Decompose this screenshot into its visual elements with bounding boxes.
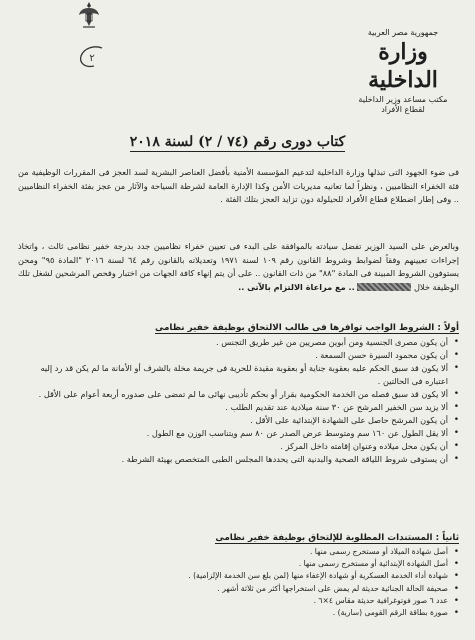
ministry-block [343,28,463,115]
letterhead [0,0,475,114]
list-item: • صورة بطاقة الرقم القومى (سارية) . [18,607,459,619]
document-title [0,134,475,150]
eagle-emblem-icon [78,0,100,30]
title-number: ٧٤ / ٢ [204,134,243,150]
handwritten-mark-text: ٢ [89,53,95,64]
republic-line: جمهورية مصر العربية [367,28,439,37]
list-item: • أن يكون مصرى الجنسية ومن أبوين مصريين من غير طريق التجنس . [18,336,459,349]
list-item: • ألا يكون قد سبق الحكم عليه بعقوبة جناية أو بعقوبة مقيدة للحرية فى جريمة مخلة بالشرف أو الأمانة ما لم يكن قد رد إليه اعتباره فى الحالتين . [18,362,459,388]
documents-list [18,546,459,619]
office-line: مكتب مساعد وزير الداخلية [358,95,448,104]
approval-closing: .. مع مراعاة الالتزام بالآتى .. [238,281,355,292]
section1-heading [18,322,459,335]
section2-heading [18,532,459,545]
intro-paragraph [18,166,459,207]
list-item: • ألا يكون قد سبق فصله من الخدمة الحكومية بقرار أو بحكم تأديبى نهائى ما لم تمضى على صدوره أربعة أعوام على الأقل . [18,388,459,401]
list-item: • أن يستوفى شروط اللياقة الصحية والبدنية التى يحددها المجلس الطبى المتخصص بهيئة الشرطة . [18,453,459,466]
title-underline [130,134,345,152]
list-item: • أن يكون محمود السيرة حسن السمعة . [18,349,459,362]
list-item: • أصل شهادة الميلاد أو مستخرج رسمى منها . [18,546,459,558]
approval-paragraph [18,240,459,294]
intro-text: فى ضوء الجهود التى تبذلها وزارة الداخلية لتدعيم المؤسسة الأمنية بأفضل العناصر البشرية لسد العجز فى المقررات الوظيفية من فئة الخفراء النظاميين ، ونظراً لما تعانيه مديريات الأمن وكذا الإدارة العامة لشرطة السياحة والآثار من عجز بفئة الخفراء النظاميين .. وفى إطار اضطلاع قطاع الأفراد للحيلولة دون تزايد العجز بتلك الفئة . [18,167,459,204]
section2-heading-text: ثانياً : المستندات المطلوبة للإلتحاق بوظيفة خفير نظامى [215,533,459,543]
handwritten-mark [76,42,108,72]
list-item: • أن يكون محل ميلاده وعنوان إقامته داخل المركز . [18,440,459,453]
list-item: • أصل الشهادة الإبتدائية أو مستخرج رسمى منها . [18,558,459,570]
ministry-name: وزارة الداخلية [368,39,438,93]
list-item: • صحيفة الحالة الجنائية حديثة لم يمض على استخراجها أكثر من ثلاثة أشهر . [18,583,459,595]
list-item: • عدد ٦ صور فوتوغرافية حديثة مقاس ٤×٦ . [18,595,459,607]
redacted-text [357,283,411,291]
list-item: • ألا يزيد سن الخفير المرشح عن ٣٠ سنة ميلادية عند تقديم الطلب . [18,401,459,414]
title-suffix: ) لسنة ٢٠١٨ [129,134,205,150]
approval-text: وبالعرض على السيد الوزير تفضل سيادته بالموافقة على البدء فى تعيين خفراء نظاميين جدد بدرجة خفير نظامى ثالث ، واتخاذ إجراءات تعيينهم وفقاً لضوابط وشروط القانون رقم ١٠٩ لسنة ١٩٧١ وتعديلاته بالقانون رقم ٦٤ لسنة ٢٠١٦ "المادة ٩٥" ومحن يستوفون الشروط المبينة فى المادة "٨٨" من ذات القانون .. على أن يتم إنهاء كافة الجهات من اختبار وفحص المرشحين لشغل تلك الوظيفة خلال [18,241,460,292]
conditions-list [18,336,459,466]
list-item: • شهادة أداء الخدمة العسكرية أو شهادة الإعفاء منها (لمن بلغ سن الخدمة الإلزامية) . [18,570,459,582]
section1-heading-text: أولاً : الشروط الواجب توافرها فى طالب الالتحاق بوظيفة خفير نظامى [155,323,459,333]
sector-line: لقطاع الأفراد [381,105,425,114]
title-prefix: كتاب دورى رقم ( [242,134,346,150]
list-item: • أن يكون المرشح حاصل على الشهادة الإبتدائية على الأقل . [18,414,459,427]
list-item: • ألا يقل الطول عن ١٦٠ سم ومتوسط عرض الصدر عن ٨٠ سم ويتناسب الوزن مع الطول . [18,427,459,440]
